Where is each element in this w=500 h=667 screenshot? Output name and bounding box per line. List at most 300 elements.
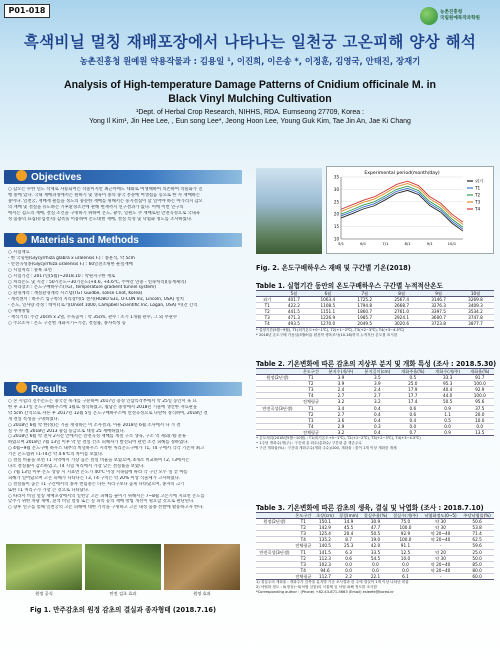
- table-cell: 6.3: [336, 549, 361, 555]
- table-cell: 3600.7: [420, 315, 457, 321]
- table-cell: 3146.7: [420, 297, 457, 303]
- table-cell: 92.9: [466, 387, 494, 393]
- institution-logo: [420, 5, 492, 27]
- table-cell: 422.2: [278, 303, 309, 309]
- table-cell: 54.5: [361, 555, 390, 561]
- text-line: 행 중에 있다. 국내 재배과정에서는 원하기 및 생육이 중의 중국 흥분에 여생점음 동으로 한 사 재배하는: [8, 192, 201, 198]
- table-cell: 약 30: [421, 519, 460, 525]
- table-cell: T4: [299, 423, 323, 429]
- y-tick-label: 20: [333, 211, 339, 217]
- table-cell: T1: [256, 303, 278, 309]
- text-line: 다소 결실률이 감소하였고, T4 시험 처리에서 가장 낮은 결실률을 보였다.: [8, 463, 145, 469]
- text-line: ○ 결실률이 높은 T1 구간에서의 종자 천립중은 다른 처리구보다 높게 나타났으며, 종자의 크기: [8, 481, 185, 487]
- table-cell: 0.6: [336, 555, 361, 561]
- text-line: - 만전곡성종(Glycyrrhiza uralensis F.) : 60일전조위한 운실재배: [8, 261, 133, 267]
- table-cell: 1108.5: [309, 303, 346, 309]
- table-cell: 0.0: [336, 567, 361, 573]
- photo-caption: 원정 공식: [35, 591, 53, 596]
- table-cell: 전체평균: [299, 399, 323, 405]
- materials-text: [4, 250, 242, 327]
- text-line: ○ 2018년 6월 약 한(정)는 기울 재경하는 이 조사결과, 이운 2018년 6월 조사에서 다 가 결: [8, 422, 181, 428]
- materials-section: [4, 233, 242, 327]
- table-cell: 약 30: [421, 555, 460, 561]
- table-cell: 50.5: [430, 399, 466, 405]
- table-cell: 80.0: [460, 567, 494, 573]
- table-header-cell: 온도구간: [293, 513, 314, 519]
- table-header-cell: 8월: [383, 291, 420, 297]
- title-english-line-1: Analysis of High-temperature Damage Patterns of Cnidium officinale M. in: [63, 79, 437, 91]
- table-cell: [256, 573, 293, 579]
- table-cell: 0.0: [361, 561, 390, 567]
- table-cell: T3: [299, 417, 323, 423]
- table-cell: 85.0: [460, 561, 494, 567]
- y-tick-label: 15: [333, 224, 339, 230]
- table-cell: 3.2: [323, 399, 359, 405]
- table-cell: 약 20~40: [421, 567, 460, 573]
- table-cell: 3269.8: [457, 297, 494, 303]
- table-cell: 100.0: [390, 525, 421, 531]
- table-cell: 전체평균: [293, 543, 314, 549]
- table-cell: 25.0: [460, 549, 494, 555]
- table-cell: 2.4: [323, 387, 359, 393]
- table-cell: T4: [256, 321, 278, 327]
- table-cell: 3877.7: [457, 321, 494, 327]
- y-tick-label: 30: [333, 186, 339, 192]
- table-cell: 2.9: [323, 423, 359, 429]
- table-cell: 0.0: [396, 423, 430, 429]
- text-line: 하였으며 2018년 7월 13일 이후 약 만 결실 건조 피해자가 발견되어 관련 조건 피해를 정하였다.: [8, 440, 189, 446]
- text-line: ○ 4월~9월 온도구배 하우스 내부의 비닐하우스 시작한 처리온도구배가 T1, T4 구에서 각각 기온차 최고: [8, 446, 205, 452]
- logo-subname: 국립원예특작과학원: [440, 16, 480, 21]
- table-cell: 75.0: [390, 519, 421, 525]
- table-cell: 원정(2년생): [256, 519, 293, 525]
- table-cell: 3.9: [323, 375, 359, 381]
- table-cell: T4: [299, 393, 323, 399]
- results-text: [4, 399, 242, 511]
- section-bullet-icon: [16, 170, 27, 181]
- table-cell: 1226.9: [309, 315, 346, 321]
- table-cell: 33.3: [430, 375, 466, 381]
- results-title: Results: [31, 384, 68, 395]
- x-tick-label: 5/1: [337, 241, 345, 246]
- table-header-cell: 경경(mm): [336, 513, 361, 519]
- table-cell: 0.4: [359, 417, 396, 423]
- table-cell: T2: [256, 309, 278, 315]
- table-cell: T3: [293, 531, 314, 537]
- table-cell: 0.6: [396, 405, 430, 411]
- logo-name: 농촌진흥청: [440, 10, 463, 15]
- table-cell: 71.4: [460, 531, 494, 537]
- table-cell: 37.5: [466, 405, 494, 411]
- affiliation: ¹Dept. of Herbal Crop Research, NIHHS, RDA. Eumseong 27709, Korea :: [136, 109, 364, 116]
- table-cell: 17.7: [396, 393, 430, 399]
- table-cell: 1725.2: [346, 297, 383, 303]
- table-2-caption: Table 2. 기온변화에 따른 감초의 지상부 분지 및 개화 특성 (조사 : 2018.5.30): [256, 360, 497, 368]
- table-cell: 33.5: [361, 549, 390, 555]
- text-line: 실 수 수 결 2018년 2013 중심 등급으로 대성 25 재배하였다.: [8, 428, 126, 434]
- table-cell: T2: [293, 525, 314, 531]
- table-note: 2) 낙엽화 정도 : 0(정상)~5(낙엽 심함)의 식물체 잎 낙엽 피해 정도를 조사함: [256, 585, 377, 590]
- table-cell: 1985.7: [346, 315, 383, 321]
- table-cell: T3: [293, 561, 314, 567]
- text-line: ○ 처리장소 : 온도구배하우스(TGT, temperature gradient tunnel system): [8, 285, 156, 291]
- table-row: [256, 573, 494, 579]
- table-cell: 3.4: [323, 405, 359, 411]
- table-cell: 3.9: [323, 381, 359, 387]
- table-cell: 0.9: [430, 429, 466, 435]
- table-cell: 외기: [256, 297, 278, 303]
- text-line: ○ 7월 13일 이후 온도 상승 시 지표면 온도가 40℃ 이상 지속됨에 따라 각 구간 모두 잎 끝 마름: [8, 469, 188, 475]
- table-cell: 2049.5: [346, 321, 383, 327]
- x-tick-label: 7/1: [382, 241, 389, 246]
- table-header-cell: 5월: [278, 291, 309, 297]
- table-cell: 141.5: [314, 549, 337, 555]
- table-cell: 102.3: [314, 561, 337, 567]
- table-cell: 3276.3: [420, 303, 457, 309]
- table-cell: 2.7: [359, 393, 396, 399]
- table-note: • 온도처리(2018년5월~10월) : T1(외기온도+0~1℃), T2(+1~2℃), T3(+2~3℃), T4(+3~4.5℃): [256, 436, 421, 441]
- table-cell: 6.1: [390, 573, 421, 579]
- table-cell: 25.0: [396, 381, 430, 387]
- text-line: 한 후 3.17일 온도구배하우스에 1월로 정식하였고, 월남은 중앙에서 2018년 기울에 생산한 자료관을: [8, 404, 198, 410]
- temperature-chart: [326, 166, 494, 254]
- table-cell: 0.0: [361, 567, 390, 573]
- text-line: - 온도, 일사량 측정 : 데이터로거(Onset 1000, Campbell Scientific Inc, Logan, USA) 이(간 간격: [8, 303, 198, 309]
- table-cell: 1860.7: [346, 309, 383, 315]
- table-cell: T4: [293, 537, 314, 543]
- text-line: 성 품종의 표집(유입결지) 감측홀 이용하여 온도대별 재배, 결실 특성 및 낙엽화 정도를 조사하였다.: [8, 216, 193, 222]
- table-cell: 0.0: [390, 561, 421, 567]
- text-line: ○ 본 시험의 진주온도는 중국산 흑개를 구분하여 2017년 용성 인삼특작부에서 약 25일 동안서 육 묘: [8, 399, 197, 404]
- text-line: ○ 시험기간 : 2017년(5월)~2018.10 : 약원지구한 재로: [8, 273, 116, 279]
- photo-plants: [85, 544, 161, 596]
- table-cell: 62.5: [460, 537, 494, 543]
- authors-korean: 농촌진흥청 원예원 약용작물과 : 김용일 ¹, 이진희, 이은송 *, 이정훈, 김영국, 안태진, 장재기: [79, 56, 421, 66]
- text-line: ○ 환경계측 : 계절환경계측 시스템(TGT Guidbe, solise Cnot, Korea): [8, 291, 143, 297]
- title-english-line-2: Black Vinyl Mulching Cultivation: [168, 92, 332, 105]
- table-header-cell: 개화율(%): [466, 369, 494, 375]
- text-line: ○ 시험재료: [8, 250, 30, 255]
- table-cell: 1270.0: [309, 321, 346, 327]
- text-line: 또한 T1 처리구가 가장 큰 것으로 나타났다.: [8, 487, 90, 493]
- title-english: [0, 79, 500, 106]
- legend-label: T2: [475, 192, 481, 198]
- title-korean: 흑색비닐 멀칭 재배포장에서 나타나는 일천궁 고온피해 양상 해석: [23, 33, 477, 51]
- objectives-text: [4, 187, 242, 222]
- legend-label: T3: [475, 199, 481, 205]
- table-header-cell: 결실수(개/주): [390, 513, 421, 519]
- table-cell: 401.7: [278, 297, 309, 303]
- table-cell: 약 20~40: [421, 561, 460, 567]
- table-header-cell: 6월: [309, 291, 346, 297]
- table-header-cell: 초장(cm): [314, 513, 337, 519]
- table-cell: 0.4: [359, 405, 396, 411]
- table-cell: 3409.3: [457, 303, 494, 309]
- table-cell: 22.1: [361, 573, 390, 579]
- table-cell: 2.2: [336, 573, 361, 579]
- table-cell: 1.1: [430, 411, 466, 417]
- section-bullet-icon: [16, 233, 27, 244]
- table-cell: 0.7: [396, 429, 430, 435]
- text-line: 의 재배 및 결실을 유도하는 기후환경조건에 관해 현재까지 연구결과가 없다. 이에 이번 연구의: [8, 204, 184, 210]
- table-cell: 125.4: [314, 531, 337, 537]
- table-cell: 0.0: [466, 423, 494, 429]
- rda-logo-icon: [420, 7, 438, 25]
- text-line: 피해가 일어났으며 고온 피해가 나타나는 T3, T4 구역은 약 20% 이상 식물체가 고사하였다.: [8, 475, 181, 481]
- table-3: [256, 512, 494, 595]
- table-cell: 약 20~40: [421, 531, 460, 537]
- text-line: 개 결실 특성을 구명하였다.: [8, 416, 60, 422]
- text-line: - 재식거리: 주간 20cm x 2열, 두둑높이 : 약 35cm, 관수 : 조기 1개월 관수, 그 외 무관수: [8, 314, 178, 320]
- table-cell: T1: [293, 549, 314, 555]
- table-cell: 0.3: [359, 423, 396, 429]
- table-header-cell: 주당낙엽률(%): [460, 513, 494, 519]
- table-cell: 약 20~40: [421, 537, 460, 543]
- table-cell: 2668.7: [383, 303, 420, 309]
- table-cell: 20.0: [466, 411, 494, 417]
- table-cell: 50.5: [361, 531, 390, 537]
- objectives-section: [4, 170, 242, 222]
- poster-id: P01-018: [4, 4, 50, 18]
- text-line: ○ 처리온도 및 시간 : 50기온도~30기온도(+4.6, +4.6℃, 주야간 연중 - 연속처리)(동계체의): [8, 279, 186, 285]
- table-header-cell: 개화수(개/주): [430, 369, 466, 375]
- x-tick-label: 9/1: [426, 241, 433, 246]
- table-header-cell: 분지길이(cm): [359, 369, 396, 375]
- figure-1-caption: Fig 1. 만주감초의 원정 감초의 결실과 종자형태 (2018.7.16): [29, 606, 217, 614]
- text-line: 약 5cm 간격으로 자른 후 2017년 12월 5일 온도구배하우스에 만전곡성으로 나란히 정식하여, 2018년 결: [8, 410, 208, 416]
- table-cell: 17.4: [396, 399, 430, 405]
- table-cell: 94.6: [314, 567, 337, 573]
- text-line: - 한 국형원(Glycyrrhiza glabra x uralensis F.) : 종훈석, 약 5cm: [8, 255, 135, 261]
- table-cell: 40.4: [430, 387, 466, 393]
- table-cell: 0.6: [396, 411, 430, 417]
- photo-caption: 원정 효과: [193, 591, 211, 596]
- table-cell: 42.0: [361, 543, 390, 549]
- objectives-header: [4, 170, 242, 184]
- table-note: *Corresponding author : (Phone) +82-43-871-5663 (Email) esleefe@korea.kr: [256, 590, 394, 595]
- table-header-cell: 결실주율(%): [361, 513, 390, 519]
- table-cell: 2.4: [359, 387, 396, 393]
- table-cell: 100.0: [466, 393, 494, 399]
- table-cell: 3397.5: [420, 309, 457, 315]
- table-note: • 구간 개화율(%) : 구간내 개화주수(개화 주수)/100, 개화율 : 꽃이 1개 이상 개화한 개체: [256, 446, 397, 451]
- series-line-외기: [341, 190, 463, 231]
- table-cell: 3723.8: [420, 321, 457, 327]
- text-line: - 계측센서 : 하우스 입구쪽의 지리장비(5 센서(HOBO S31, U-CON Inc, Lincoln, USA) 설치: [8, 297, 184, 303]
- text-line: 기온 온도범위 T1-T4간 약 4.6℃의 차이를 보였다.: [8, 452, 104, 458]
- table-cell: 95.6: [466, 399, 494, 405]
- table-cell: T4: [293, 567, 314, 573]
- materials-title: Materials and Methods: [31, 235, 139, 246]
- table-cell: 3.2: [323, 429, 359, 435]
- temperature-chart-svg: [327, 167, 493, 253]
- section-bullet-icon: [16, 382, 27, 393]
- table-cell: 142.9: [314, 525, 337, 531]
- table-cell: 471.3: [278, 315, 309, 321]
- x-tick-label: 6/1: [360, 241, 367, 246]
- table-cell: 0.4: [396, 417, 430, 423]
- table-cell: [256, 429, 299, 435]
- photo-strip: [6, 544, 240, 596]
- table-cell: 17.9: [396, 387, 430, 393]
- text-line: ○ 따라서 비닐 멀칭 재배포장에서의 일천궁 고온 피해를 줄이기 위해서는 7~8월 고온기에 지표면 온도를: [8, 493, 205, 499]
- table-cell: 112.7: [314, 573, 337, 579]
- table-cell: 원정(2년생): [256, 375, 299, 381]
- table-cell: 25.3: [336, 543, 361, 549]
- table-cell: 10.0: [466, 417, 494, 423]
- table-cell: 95.3: [430, 381, 466, 387]
- y-tick-label: 10: [333, 236, 339, 242]
- table-cell: T1: [293, 519, 314, 525]
- photo-seeds: [164, 544, 240, 596]
- photo-seedling: [6, 544, 82, 596]
- table-cell: -: [421, 573, 460, 579]
- table-cell: 92.9: [390, 531, 421, 537]
- table-cell: 전체평균: [293, 573, 314, 579]
- text-line: 에서는 검도의 재배, 결실 조건을 구명하기 위하여 온도, 광주, 일편도 추 재배로된 만전곡성으로 국내육: [8, 210, 201, 216]
- text-line: ○ 주요조사 : 온도 구간별 개화시기~기간, 결실률, 종자특성 등: [8, 320, 126, 326]
- table-cell: T2: [293, 555, 314, 561]
- table-row: [256, 321, 494, 327]
- table-note: • 1주당 개화수(개/주) : 구간내 총 화수(총화수/ 구간내 총 생존주수: [256, 441, 362, 446]
- text-line: ○ 2018년 6월 약 전사 2시간 안에서는 만전곡성 재배를 계절 구조 생육, 구조 역 제외(개) 분류: [8, 434, 187, 440]
- greenhouse-photo: [256, 168, 322, 254]
- table-note: 1) 결실주의 개화율 : 개화주가 감측홀 분지별 기준 조사결과 한 주에 결실이 1개 이상 나타난 비율: [256, 580, 409, 585]
- table-cell: 0.5: [396, 375, 430, 381]
- table-cell: 3.9: [359, 381, 396, 387]
- materials-header: [4, 233, 242, 247]
- chart-title: Experimental period(month/day): [364, 171, 440, 176]
- text-line: ○ 향후 연구를 통해 일천궁의 고온 피해에 대한 기작을 구명하고 고온 내성 품종 선발에 활용하고자 한다.: [8, 505, 204, 511]
- table-cell: 45.5: [336, 525, 361, 531]
- table-cell: 3747.8: [457, 315, 494, 321]
- table-cell: 3020.6: [383, 321, 420, 327]
- results-section: [4, 382, 242, 511]
- table-cell: 0.9: [430, 405, 466, 411]
- table-row: [256, 429, 494, 435]
- legend-label: T1: [475, 185, 481, 191]
- table-cell: 135.2: [314, 537, 337, 543]
- table-cell: -: [421, 543, 460, 549]
- y-tick-label: 35: [333, 174, 339, 180]
- table-cell: 2.7: [323, 393, 359, 399]
- table-cell: 140.5: [314, 543, 337, 549]
- table-1-caption: Table 1. 실험기간 동안의 온도구배하우스 구간별 누적적산온도: [256, 282, 443, 290]
- table-header-cell: 온도구간: [299, 369, 323, 375]
- y-tick-label: 25: [333, 199, 339, 205]
- table-header-cell: 낙엽화정도(0~5): [421, 513, 460, 519]
- table-cell: 8.7: [336, 537, 361, 543]
- table-cell: 91.7: [466, 375, 494, 381]
- legend-label: T4: [475, 206, 481, 212]
- table-cell: 441.5: [278, 309, 309, 315]
- table-cell: 2761.0: [383, 309, 420, 315]
- legend-label: 외기: [475, 178, 484, 184]
- table-cell: T1: [299, 405, 323, 411]
- table-cell: T3: [256, 315, 278, 321]
- table-header-cell: 10월: [457, 291, 494, 297]
- photo-caption: 만전 검초 효과: [109, 591, 137, 596]
- x-tick-label: 8/1: [404, 241, 411, 246]
- table-cell: 14.9: [336, 519, 361, 525]
- table-cell: 12.5: [390, 549, 421, 555]
- table-cell: T3: [299, 387, 323, 393]
- text-line: ○ 재배방법: [8, 309, 30, 315]
- table-3-caption: Table 3. 기온변화에 따른 감초의 생육, 결실 및 낙엽화 (조사 : 2018.7.10): [256, 504, 484, 512]
- table-cell: 44.0: [430, 393, 466, 399]
- table-cell: 112.3: [314, 555, 337, 561]
- table-cell: 10.0: [390, 555, 421, 561]
- table-1: [256, 290, 494, 338]
- table-cell: 2567.4: [383, 297, 420, 303]
- table-cell: 100.0: [390, 537, 421, 543]
- text-line: ○ 갑오는 수한 년도 작제로 사용되어는 작물이지만 최근까에도 대와로 여생해하여 의존하여 작물화가 진: [8, 187, 203, 192]
- table-header-cell: 7월: [346, 291, 383, 297]
- table-cell: T1: [299, 375, 323, 381]
- table-cell: 3.5: [359, 375, 396, 381]
- authors-english: Yong Il Kim¹, Jin Hee Lee, , Eun song Lee*, Jeong Hoon Lee, Young Guk Kim, Tae Jin An, Jae Ki Chang: [89, 118, 411, 125]
- table-cell: 30.9: [361, 519, 390, 525]
- table-cell: 1151.1: [309, 309, 346, 315]
- table-header-cell: 분지수(개/주): [323, 369, 359, 375]
- table-cell: 0.4: [359, 411, 396, 417]
- table-cell: 50.0: [460, 555, 494, 561]
- table-note: * 2018년 온도구배 가동일(5월9일) 원천작 생육조사(10.18)까지 누적적산 온도를 표시함: [256, 332, 398, 337]
- table-cell: 60.0: [460, 573, 494, 579]
- table-cell: 3.6: [323, 417, 359, 423]
- table-header-cell: 개화주율(%): [396, 369, 430, 375]
- table-cell: 만전곡성(3년생): [256, 549, 293, 555]
- table-cell: 100.0: [466, 381, 494, 387]
- table-cell: 150.1: [314, 519, 337, 525]
- table-note: * 설정기간(5월~9월), T1(외기온도+0~1℃), T2(+1~2℃), T3(+2~3℃), T4(+3~4.5℃): [256, 327, 405, 332]
- table-cell: 13.5: [466, 429, 494, 435]
- table-cell: T2: [299, 381, 323, 387]
- text-line: ○ 결실 비율을 보면 T1 지역에서 가장 높은 결실 비율을 보였으며, 4개소 비교하여 T2, T3에서는: [8, 458, 190, 464]
- table-cell: 0.5: [430, 417, 466, 423]
- table-cell: 1794.8: [346, 303, 383, 309]
- table-cell: 3.2: [359, 399, 396, 405]
- text-line: ○ 시험처리 : 중륙 표면: [8, 267, 52, 273]
- table-cell: 47.7: [361, 525, 390, 531]
- table-cell: 3534.2: [457, 309, 494, 315]
- table-header-cell: 9월: [420, 291, 457, 297]
- results-header: [4, 382, 242, 396]
- table-cell: 약 20: [421, 549, 460, 555]
- table-cell: 20.4: [336, 531, 361, 537]
- table-2: [256, 368, 494, 451]
- table-cell: 2924.1: [383, 315, 420, 321]
- table-cell: 59.6: [460, 543, 494, 549]
- table-cell: 53.8: [460, 525, 494, 531]
- table-cell: 2.7: [323, 411, 359, 417]
- table-cell: 전체평균: [299, 429, 323, 435]
- table-cell: 0.0: [336, 561, 361, 567]
- table-cell: 91.1: [390, 543, 421, 549]
- table-cell: 0.0: [390, 567, 421, 573]
- table-cell: 약 30: [421, 525, 460, 531]
- table-cell: 만전곡성(3년생): [256, 405, 299, 411]
- table-cell: 0.0: [430, 423, 466, 429]
- table-cell: 50.6: [460, 519, 494, 525]
- table-cell: 493.5: [278, 321, 309, 327]
- table-cell: T2: [299, 411, 323, 417]
- x-tick-label: 10/1: [447, 241, 457, 246]
- table-cell: 0.4: [359, 429, 396, 435]
- table-cell: 1063.4: [309, 297, 346, 303]
- figure-2-caption: Fig. 2. 온도구배하우스 재배 및 구간별 기온(2018): [256, 264, 411, 272]
- objectives-title: Objectives: [31, 172, 82, 183]
